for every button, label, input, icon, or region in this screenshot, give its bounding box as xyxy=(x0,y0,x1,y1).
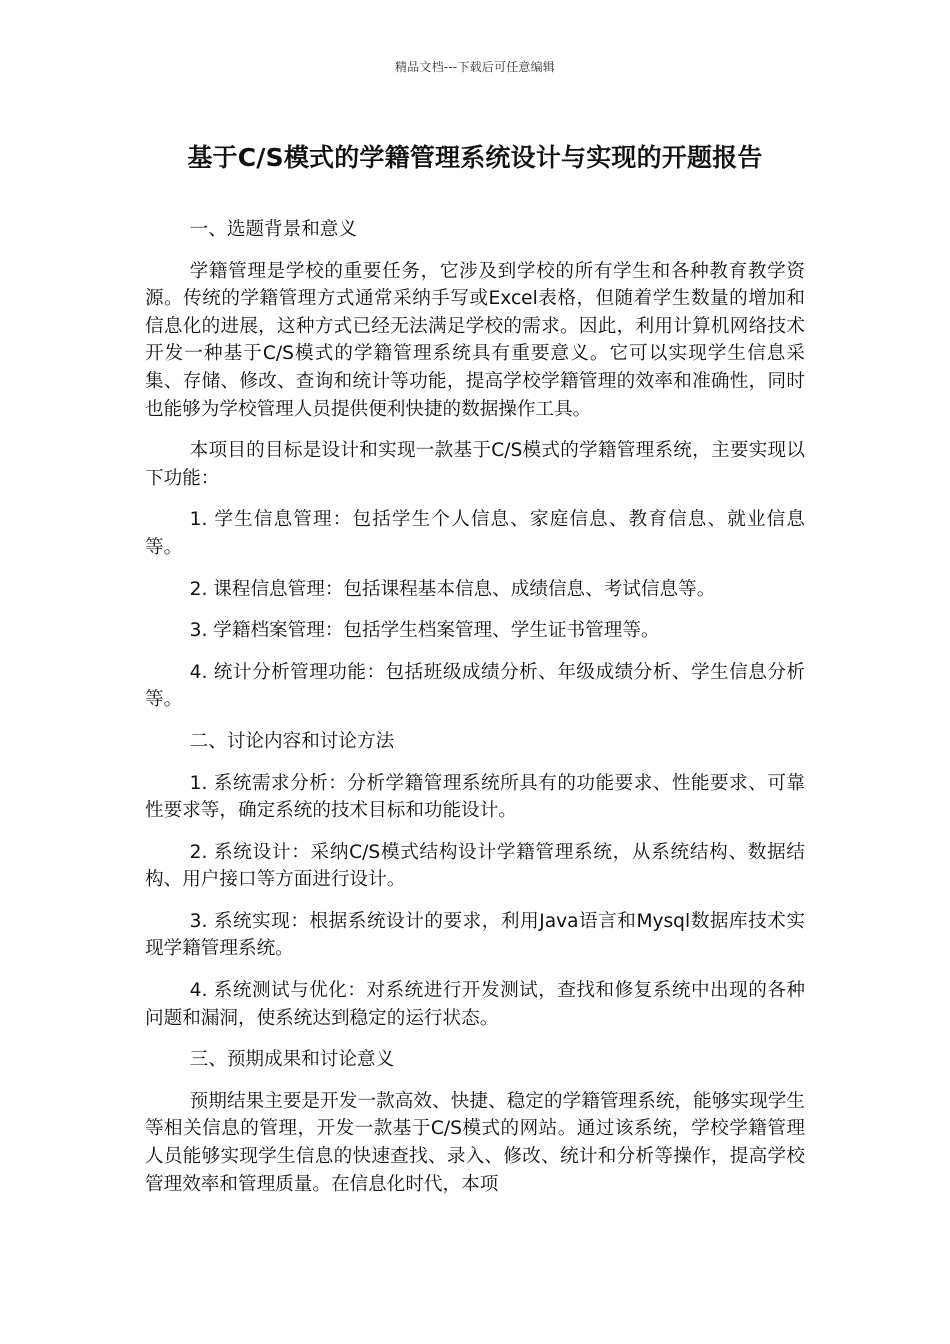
section-1-item-2: 2. 课程信息管理：包括课程基本信息、成绩信息、考试信息等。 xyxy=(189,578,716,600)
document-body xyxy=(145,216,805,1212)
section-1-item-4: 4. 统计分析管理功能：包括班级成绩分析、年级成绩分析、学生信息分析等。 xyxy=(145,661,805,711)
section-1-paragraph-2: 本项目的目标是设计和实现一款基于C/S模式的学籍管理系统，主要实现以下功能： xyxy=(145,440,805,489)
section-2-item-3: 3. 系统实现：根据系统设计的要求，利用Java语言和Mysql数据库技术实现学籍管理系统。 xyxy=(145,910,805,960)
section-1-paragraph-1: 学籍管理是学校的重要任务，它涉及到学校的所有学生和各种教育教学资源。传统的学籍管理方式通常采纳手写或Excel表格，但随着学生数量的增加和信息化的进展，这种方式已经无法满足学校的需求。因此，利用计算机网络技术开发一种基于C/S模式的学籍管理系统具有重要意义。它可以实现学生信息采集、存储、修改、查询和统计等功能，提高学校学籍管理的效率和准确性，同时也能够为学校管理人员提供便利快捷的数据操作工具。 xyxy=(145,260,805,420)
section-2-item-1: 1. 系统需求分析：分析学籍管理系统所具有的功能要求、性能要求、可靠性要求等，确定系统的技术目标和功能设计。 xyxy=(145,772,805,822)
section-1-item-1: 1. 学生信息管理：包括学生个人信息、家庭信息、教育信息、就业信息等。 xyxy=(145,509,805,558)
section-2-item-2: 2. 系统设计：采纳C/S模式结构设计学籍管理系统，从系统结构、数据结构、用户接口等方面进行设计。 xyxy=(145,841,805,891)
section-1-item-3: 3. 学籍档案管理：包括学生档案管理、学生证书管理等。 xyxy=(189,620,660,642)
header-note: 精品文档---下载后可任意编辑 xyxy=(395,60,555,74)
document-title: 基于C/S模式的学籍管理系统设计与实现的开题报告 xyxy=(187,143,763,172)
section-2-heading: 二、讨论内容和讨论方法 xyxy=(189,730,395,752)
section-2-item-4: 4. 系统测试与优化：对系统进行开发测试，查找和修复系统中出现的各种问题和漏洞，使系统达到稳定的运行状态。 xyxy=(145,980,805,1029)
section-1-heading: 一、选题背景和意义 xyxy=(189,219,357,240)
section-3-heading: 三、预期成果和讨论意义 xyxy=(189,1049,395,1071)
section-3-paragraph-1: 预期结果主要是开发一款高效、快捷、稳定的学籍管理系统，能够实现学生等相关信息的管理，开发一款基于C/S模式的网站。通过该系统，学校学籍管理人员能够实现学生信息的快速查找、录入、修改、统计和分析等操作，提高学校管理效率和管理质量。在信息化时代，本项 xyxy=(145,1090,805,1195)
